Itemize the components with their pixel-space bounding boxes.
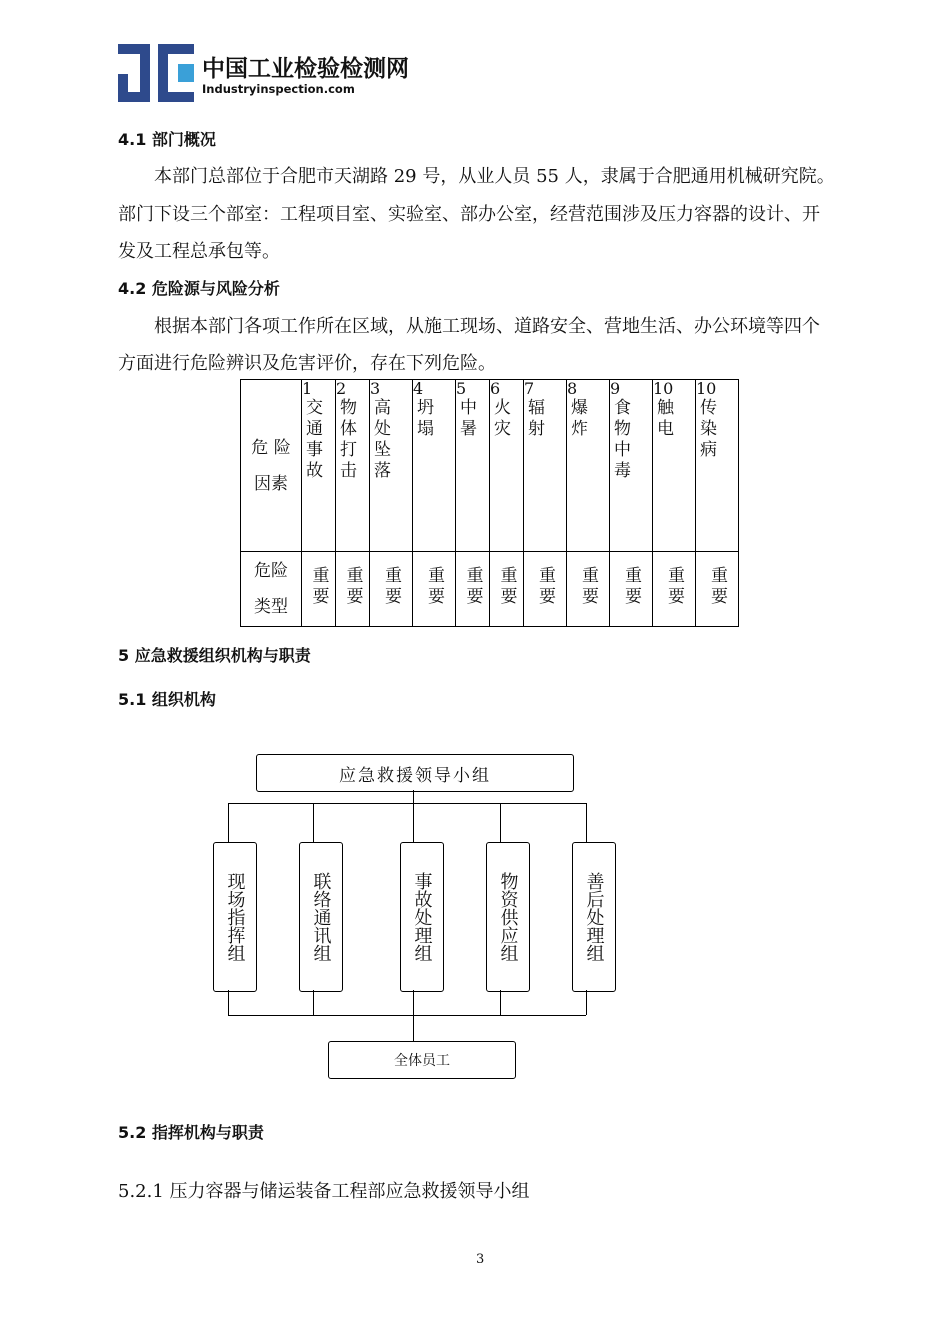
- risk-table: [240, 379, 739, 627]
- section-4-2-line1: 根据本部门各项工作所在区域，从施工现场、道路安全、营地生活、办公环境等四个: [154, 316, 820, 337]
- hazard-name: 坍塌: [413, 398, 433, 440]
- site-logo: [118, 44, 409, 104]
- org-group-label: 事故处理组: [411, 872, 433, 962]
- org-connector: [228, 1015, 586, 1016]
- hazard-number: 4: [413, 379, 424, 398]
- page-number: 3: [476, 1252, 485, 1267]
- hazard-type-cell: [567, 552, 610, 627]
- org-group-box: [213, 842, 257, 992]
- hazard-type: 重要: [308, 565, 329, 608]
- org-connector: [413, 990, 414, 1042]
- section-4-1-line1: 本部门总部位于合肥市天湖路 29 号，从业人员 55 人，隶属于合肥通用机械研究院。: [154, 166, 835, 187]
- org-connector: [413, 790, 414, 804]
- hazard-type: 重要: [578, 565, 598, 608]
- org-connector: [313, 990, 314, 1015]
- hazard-type-cell: [413, 552, 456, 627]
- org-connector: [228, 803, 586, 804]
- hazard-cell: [567, 380, 610, 552]
- section-5-1-heading: 5.1 组织机构: [118, 690, 216, 709]
- hazard-type: 重要: [381, 565, 401, 608]
- hazard-cell: [653, 380, 696, 552]
- section-5-2-1-heading: 5.2.1 压力容器与储运装备工程部应急救援领导小组: [118, 1181, 530, 1202]
- hazard-number: 7: [524, 379, 535, 398]
- hazard-cell: [490, 380, 524, 552]
- hazard-type-cell: [490, 552, 524, 627]
- hazard-type-cell: [456, 552, 490, 627]
- hazard-cell: [302, 380, 336, 552]
- row-label-type-line2: 类型: [254, 597, 288, 617]
- org-group-box: [400, 842, 444, 992]
- hazard-number: 8: [567, 379, 578, 398]
- org-connector: [313, 803, 314, 843]
- org-group-label: 现场指挥组: [224, 872, 246, 962]
- row-label-type-line1: 危险: [254, 561, 288, 581]
- org-group-label: 善后处理组: [583, 872, 605, 962]
- hazard-type-cell: [653, 552, 696, 627]
- hazard-cell: [524, 380, 567, 552]
- hazard-type-cell: [370, 552, 413, 627]
- section-4-1-heading: 4.1 部门概况: [118, 130, 216, 149]
- org-connector: [228, 990, 229, 1015]
- org-connector: [586, 990, 587, 1015]
- hazard-number: 9: [610, 379, 621, 398]
- org-connector: [500, 990, 501, 1015]
- hazard-name: 辐射: [524, 398, 544, 440]
- org-connector: [228, 803, 229, 843]
- org-top-box: 应急救援领导小组: [256, 754, 574, 792]
- hazard-number: 10: [696, 379, 717, 398]
- section-5-2-heading: 5.2 指挥机构与职责: [118, 1123, 264, 1142]
- hazard-number: 5: [456, 379, 467, 398]
- org-group-label: 联络通讯组: [310, 872, 332, 962]
- row-label-hazard-line1: 危 险: [251, 437, 291, 458]
- hazard-type: 重要: [707, 565, 727, 608]
- hazard-cell: [413, 380, 456, 552]
- hazard-name: 传染病: [696, 398, 716, 461]
- hazard-name: 爆炸: [567, 398, 587, 440]
- hazard-type: 重要: [424, 565, 444, 608]
- table-row-types: [241, 552, 739, 627]
- org-connector: [586, 803, 587, 843]
- hazard-cell: [456, 380, 490, 552]
- hazard-name: 中暑: [456, 398, 476, 440]
- hazard-type-cell: [524, 552, 567, 627]
- hazard-type: 重要: [535, 565, 555, 608]
- table-row-hazards: [241, 380, 739, 552]
- section-4-1-line2: 部门下设三个部室：工程项目室、实验室、部办公室，经营范围涉及压力容器的设计、开: [118, 204, 820, 225]
- hazard-name: 交通事故: [302, 398, 322, 482]
- hazard-type: 重要: [664, 565, 684, 608]
- logo-mark-icon: [118, 44, 194, 102]
- hazard-type: 重要: [462, 565, 483, 608]
- hazard-type-cell: [696, 552, 739, 627]
- hazard-number: 2: [336, 379, 347, 398]
- hazard-number: 6: [490, 379, 501, 398]
- logo-title: 中国工业检验检测网: [202, 56, 409, 82]
- section-4-2-line2: 方面进行危险辨识及危害评价，存在下列危险。: [118, 353, 496, 374]
- org-group-label: 物资供应组: [497, 872, 519, 962]
- hazard-cell: [696, 380, 739, 552]
- section-5-heading: 5 应急救援组织机构与职责: [118, 646, 311, 665]
- hazard-type: 重要: [342, 565, 363, 608]
- org-group-box: [299, 842, 343, 992]
- hazard-type-cell: [302, 552, 336, 627]
- logo-url: Industryinspection.com: [202, 82, 355, 96]
- row-label-hazard-line2: 因素: [254, 473, 288, 494]
- hazard-type-cell: [610, 552, 653, 627]
- hazard-name: 高处坠落: [370, 398, 390, 482]
- section-4-2-heading: 4.2 危险源与风险分析: [118, 279, 280, 298]
- hazard-type: 重要: [496, 565, 517, 608]
- hazard-name: 触电: [653, 398, 673, 440]
- row-label-hazard: [241, 380, 302, 552]
- hazard-name: 食物中毒: [610, 398, 630, 482]
- hazard-cell: [610, 380, 653, 552]
- org-group-box: [572, 842, 616, 992]
- hazard-cell: [336, 380, 370, 552]
- org-connector: [500, 803, 501, 843]
- hazard-type: 重要: [621, 565, 641, 608]
- row-label-type: [241, 552, 302, 627]
- hazard-number: 3: [370, 379, 381, 398]
- org-connector: [413, 803, 414, 843]
- hazard-number: 10: [653, 379, 674, 398]
- section-4-1-line3: 发及工程总承包等。: [118, 241, 280, 262]
- hazard-type-cell: [336, 552, 370, 627]
- hazard-cell: [370, 380, 413, 552]
- org-bottom-box: 全体员工: [328, 1041, 516, 1079]
- hazard-number: 1: [302, 379, 313, 398]
- org-group-box: [486, 842, 530, 992]
- hazard-name: 物体打击: [336, 398, 356, 482]
- hazard-name: 火灾: [490, 398, 510, 440]
